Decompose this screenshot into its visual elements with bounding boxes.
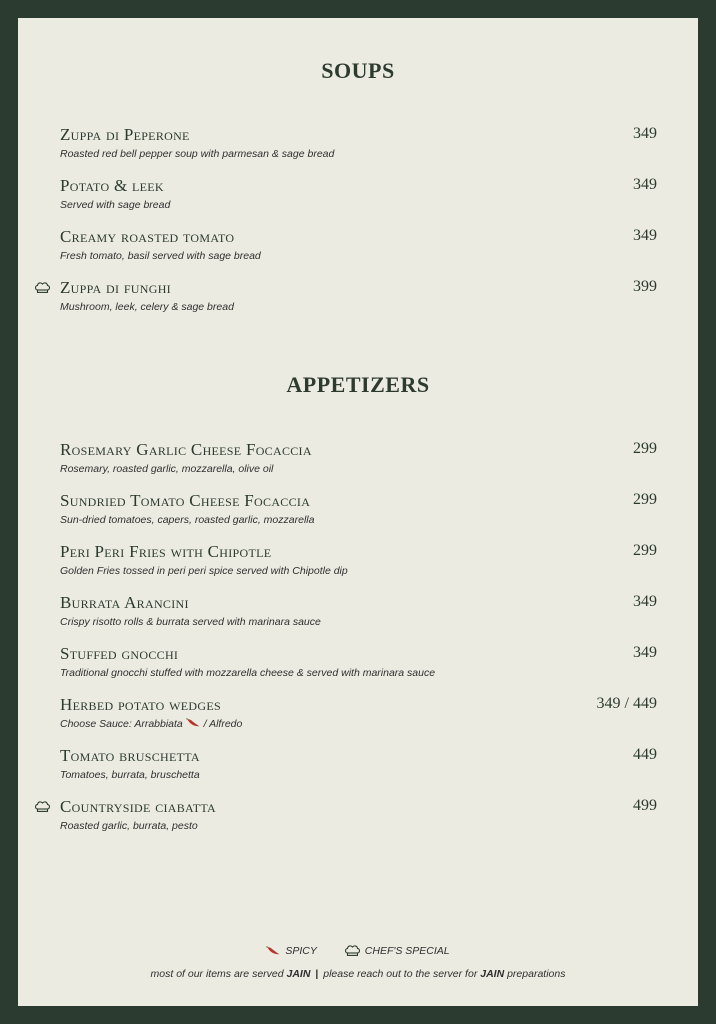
item-name: Herbed potato wedges: [60, 695, 221, 714]
item-description-text: Choose Sauce: Arrabbiata: [60, 718, 183, 730]
menu-item: [18, 491, 698, 537]
item-price: 299: [633, 440, 657, 457]
footnote-text: most of our items are served: [150, 968, 287, 980]
item-name: Rosemary Garlic Cheese Focaccia: [60, 440, 312, 459]
item-price: 349: [633, 593, 657, 610]
footnote-separator: |: [315, 968, 319, 980]
footnote-text: preparations: [504, 968, 566, 980]
chef-hat-icon: [34, 800, 51, 812]
item-name: Tomato bruschetta: [60, 746, 200, 765]
item-name: Potato & leek: [60, 176, 164, 195]
item-name: Countryside ciabatta: [60, 797, 216, 816]
legend-chef-special: [344, 944, 450, 957]
menu-item: [18, 542, 698, 588]
item-name: Zuppa di Peperone: [60, 125, 190, 144]
item-price: 349: [633, 644, 657, 661]
item-price: 449: [633, 746, 657, 763]
item-name: Burrata Arancini: [60, 593, 189, 612]
item-description: Mushroom, leek, celery & sage bread: [60, 301, 234, 313]
menu-item: [18, 176, 698, 222]
item-name: Peri Peri Fries with Chipotle: [60, 542, 272, 561]
item-description: Rosemary, roasted garlic, mozzarella, olive oil: [60, 463, 274, 475]
legend: [18, 944, 698, 957]
item-name: Stuffed gnocchi: [60, 644, 179, 663]
item-description: [60, 718, 242, 730]
menu-item: [18, 644, 698, 690]
legend-chef-special-label: CHEF'S SPECIAL: [364, 945, 450, 957]
legend-spicy: [266, 945, 317, 957]
jain-footnote: [18, 968, 698, 980]
menu-page: [18, 18, 698, 1006]
item-description: Served with sage bread: [60, 199, 171, 211]
appetizers-heading: APPETIZERS: [286, 372, 430, 397]
item-description: Sun-dried tomatoes, capers, roasted garlic, mozzarella: [60, 514, 315, 526]
item-description: Tomatoes, burrata, bruschetta: [60, 769, 200, 781]
menu-item: [18, 440, 698, 486]
item-description: Traditional gnocchi stuffed with mozzarella cheese & served with marinara sauce: [60, 667, 436, 679]
item-description: Fresh tomato, basil served with sage bread: [60, 250, 261, 262]
item-name: Creamy roasted tomato: [60, 227, 235, 246]
menu-item: [18, 593, 698, 639]
item-description: Roasted red bell pepper soup with parmesan & sage bread: [60, 148, 335, 160]
soups-heading: SOUPS: [321, 58, 395, 83]
item-description: Golden Fries tossed in peri peri spice served with Chipotle dip: [60, 565, 348, 577]
item-name: Zuppa di funghi: [60, 278, 171, 297]
menu-item: [18, 746, 698, 792]
legend-spicy-label: SPICY: [285, 945, 317, 957]
item-price: 299: [633, 542, 657, 559]
item-price: 499: [633, 797, 657, 814]
item-price: 349: [633, 227, 657, 244]
item-description-text: / Alfredo: [203, 718, 243, 730]
item-description: Crispy risotto rolls & burrata served with marinara sauce: [60, 616, 321, 628]
footnote-jain: JAIN: [286, 968, 311, 980]
chef-hat-icon: [34, 281, 51, 293]
item-name: Sundried Tomato Cheese Focaccia: [60, 491, 311, 510]
menu-item: [18, 227, 698, 273]
chili-pepper-icon: [266, 946, 281, 956]
item-price: 299: [633, 491, 657, 508]
chef-hat-icon: [344, 944, 361, 956]
item-description: Roasted garlic, burrata, pesto: [60, 820, 198, 832]
item-price: 349 / 449: [596, 695, 657, 712]
chili-pepper-icon: [186, 718, 201, 728]
menu-item: [18, 125, 698, 171]
item-price: 349: [633, 176, 657, 193]
menu-item: [18, 278, 698, 324]
item-price: 349: [633, 125, 657, 142]
footnote-text: please reach out to the server for: [320, 968, 481, 980]
item-price: 399: [633, 278, 657, 295]
menu-item: [18, 695, 698, 741]
menu-item: [18, 797, 698, 843]
footnote-jain: JAIN: [480, 968, 505, 980]
